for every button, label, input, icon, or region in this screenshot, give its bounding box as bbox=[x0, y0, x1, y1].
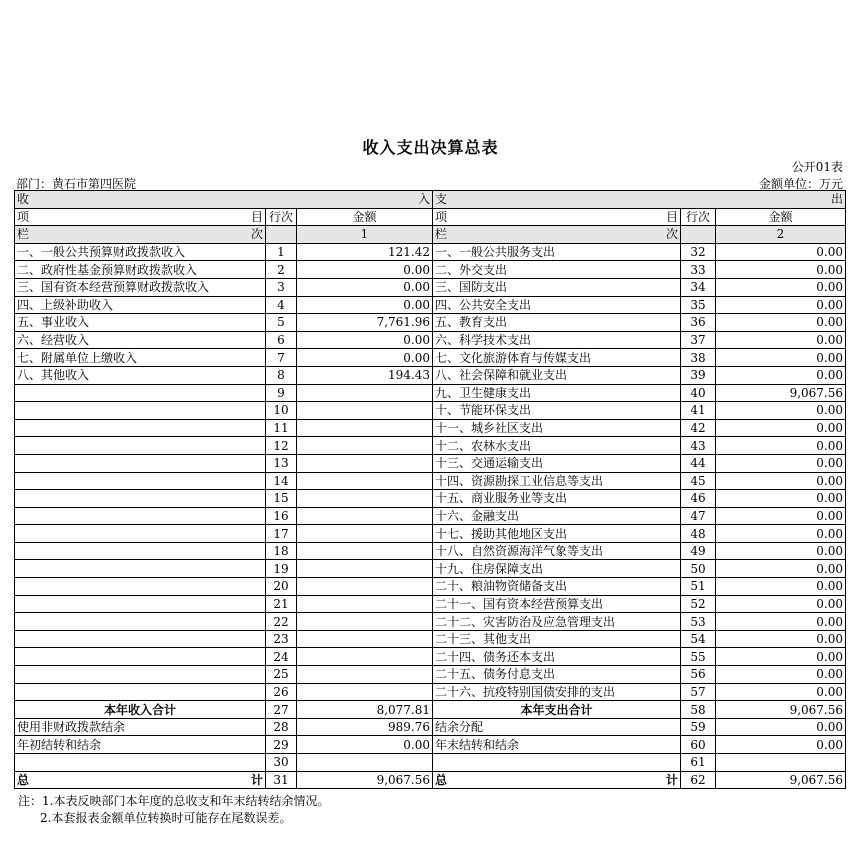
income-item bbox=[15, 384, 266, 402]
expense-amount: 0.00 bbox=[716, 542, 846, 560]
expense-amount: 0.00 bbox=[716, 243, 846, 261]
income-line-no: 18 bbox=[266, 542, 297, 560]
table-row bbox=[15, 736, 846, 754]
expense-line-no: 47 bbox=[681, 507, 716, 525]
expense-item: 二十四、债务还本支出 bbox=[433, 648, 681, 666]
expense-amount: 0.00 bbox=[716, 349, 846, 367]
expense-line-no: 58 bbox=[681, 701, 716, 719]
expense-item: 六、科学技术支出 bbox=[433, 331, 681, 349]
amount-header: 金额 bbox=[716, 208, 846, 226]
income-item: 四、上级补助收入 bbox=[15, 296, 266, 314]
table-row bbox=[15, 754, 846, 772]
income-line-no: 23 bbox=[266, 630, 297, 648]
expense-line-no: 51 bbox=[681, 578, 716, 596]
income-amount: 0.00 bbox=[297, 349, 433, 367]
expense-line-no: 39 bbox=[681, 366, 716, 384]
income-line-no: 6 bbox=[266, 331, 297, 349]
income-line-no: 21 bbox=[266, 595, 297, 613]
expense-item: 八、社会保障和就业支出 bbox=[433, 366, 681, 384]
subtotal-row bbox=[15, 701, 846, 719]
income-amount bbox=[297, 613, 433, 631]
col-index-label: 栏 次 bbox=[15, 226, 266, 244]
income-item: 六、经营收入 bbox=[15, 331, 266, 349]
income-amount: 8,077.81 bbox=[297, 701, 433, 719]
col-index-1: 1 bbox=[297, 226, 433, 244]
expense-item: 十、节能环保支出 bbox=[433, 402, 681, 420]
expense-amount: 0.00 bbox=[716, 472, 846, 490]
note-2: 2.本套报表金额单位转换时可能存在尾数误差。 bbox=[40, 811, 292, 825]
expense-amount: 0.00 bbox=[716, 507, 846, 525]
income-amount bbox=[297, 683, 433, 701]
income-item bbox=[15, 472, 266, 490]
expense-item: 十六、金融支出 bbox=[433, 507, 681, 525]
income-line-no: 29 bbox=[266, 736, 297, 754]
income-item: 使用非财政拨款结余 bbox=[15, 718, 266, 736]
expense-item: 九、卫生健康支出 bbox=[433, 384, 681, 402]
expense-item bbox=[433, 754, 681, 772]
income-item: 八、其他收入 bbox=[15, 366, 266, 384]
expense-amount: 0.00 bbox=[716, 595, 846, 613]
expense-item: 十五、商业服务业等支出 bbox=[433, 490, 681, 508]
expense-amount: 9,067.56 bbox=[716, 701, 846, 719]
income-item bbox=[15, 683, 266, 701]
expense-header: 支 出 bbox=[433, 191, 846, 209]
expense-amount: 0.00 bbox=[716, 648, 846, 666]
income-amount: 0.00 bbox=[297, 296, 433, 314]
expense-line-no: 48 bbox=[681, 525, 716, 543]
table-row bbox=[15, 648, 846, 666]
income-item: 年初结转和结余 bbox=[15, 736, 266, 754]
income-amount: 121.42 bbox=[297, 243, 433, 261]
table-row bbox=[15, 542, 846, 560]
expense-amount: 0.00 bbox=[716, 490, 846, 508]
table-row bbox=[15, 666, 846, 684]
note-1: 注：1.本表反映部门本年度的总收支和年末结转结余情况。 bbox=[18, 794, 330, 808]
income-line-no: 4 bbox=[266, 296, 297, 314]
expense-amount: 0.00 bbox=[716, 331, 846, 349]
table-row bbox=[15, 366, 846, 384]
expense-amount: 0.00 bbox=[716, 402, 846, 420]
income-line-no: 1 bbox=[266, 243, 297, 261]
expense-item: 十三、交通运输支出 bbox=[433, 454, 681, 472]
income-amount: 194.43 bbox=[297, 366, 433, 384]
expense-amount: 0.00 bbox=[716, 560, 846, 578]
expense-line-no: 50 bbox=[681, 560, 716, 578]
table-row bbox=[15, 507, 846, 525]
table-row bbox=[15, 261, 846, 279]
expense-item: 四、公共安全支出 bbox=[433, 296, 681, 314]
expense-amount: 0.00 bbox=[716, 736, 846, 754]
income-amount bbox=[297, 595, 433, 613]
income-line-no: 31 bbox=[266, 771, 297, 789]
income-item bbox=[15, 490, 266, 508]
table-row bbox=[15, 578, 846, 596]
col-index-2: 2 bbox=[716, 226, 846, 244]
income-line-no: 12 bbox=[266, 437, 297, 455]
income-amount: 9,067.56 bbox=[297, 771, 433, 789]
expense-item: 二十二、灾害防治及应急管理支出 bbox=[433, 613, 681, 631]
income-line-no: 13 bbox=[266, 454, 297, 472]
income-item bbox=[15, 419, 266, 437]
expense-amount: 0.00 bbox=[716, 630, 846, 648]
income-line-no: 15 bbox=[266, 490, 297, 508]
expense-item: 二十五、债务付息支出 bbox=[433, 666, 681, 684]
expense-item: 十七、援助其他地区支出 bbox=[433, 525, 681, 543]
expense-item: 年末结转和结余 bbox=[433, 736, 681, 754]
income-line-no: 7 bbox=[266, 349, 297, 367]
income-amount bbox=[297, 560, 433, 578]
table-row bbox=[15, 560, 846, 578]
expense-amount: 0.00 bbox=[716, 718, 846, 736]
col-index-blank bbox=[681, 226, 716, 244]
income-amount bbox=[297, 507, 433, 525]
table-row bbox=[15, 296, 846, 314]
expense-amount: 0.00 bbox=[716, 278, 846, 296]
expense-line-no: 54 bbox=[681, 630, 716, 648]
income-item: 五、事业收入 bbox=[15, 314, 266, 332]
department-label: 部门：黄石市第四医院 bbox=[16, 177, 137, 191]
expense-item: 二、外交支出 bbox=[433, 261, 681, 279]
expense-amount: 9,067.56 bbox=[716, 771, 846, 789]
table-row bbox=[15, 613, 846, 631]
income-amount bbox=[297, 666, 433, 684]
expense-line-no: 49 bbox=[681, 542, 716, 560]
line-no-header: 行次 bbox=[681, 208, 716, 226]
expense-line-no: 55 bbox=[681, 648, 716, 666]
expense-line-no: 57 bbox=[681, 683, 716, 701]
item-header: 项 目 bbox=[15, 208, 266, 226]
income-line-no: 20 bbox=[266, 578, 297, 596]
income-line-no: 2 bbox=[266, 261, 297, 279]
expense-item: 二十六、抗疫特别国债安排的支出 bbox=[433, 683, 681, 701]
expense-line-no: 37 bbox=[681, 331, 716, 349]
income-line-no: 28 bbox=[266, 718, 297, 736]
income-amount bbox=[297, 472, 433, 490]
income-line-no: 24 bbox=[266, 648, 297, 666]
expense-line-no: 59 bbox=[681, 718, 716, 736]
income-amount: 0.00 bbox=[297, 278, 433, 296]
expense-line-no: 60 bbox=[681, 736, 716, 754]
expense-line-no: 56 bbox=[681, 666, 716, 684]
expense-amount: 0.00 bbox=[716, 314, 846, 332]
income-amount bbox=[297, 419, 433, 437]
expense-item: 三、国防支出 bbox=[433, 278, 681, 296]
income-item: 三、国有资本经营预算财政拨款收入 bbox=[15, 278, 266, 296]
expense-item: 十八、自然资源海洋气象等支出 bbox=[433, 542, 681, 560]
col-index-label: 栏 次 bbox=[433, 226, 681, 244]
income-line-no: 11 bbox=[266, 419, 297, 437]
income-item bbox=[15, 542, 266, 560]
expense-total-label: 总 计 bbox=[433, 771, 681, 789]
income-expense-table bbox=[14, 190, 846, 789]
expense-item: 五、教育支出 bbox=[433, 314, 681, 332]
expense-amount: 0.00 bbox=[716, 366, 846, 384]
expense-item: 二十、粮油物资储备支出 bbox=[433, 578, 681, 596]
income-item bbox=[15, 454, 266, 472]
income-item: 二、政府性基金预算财政拨款收入 bbox=[15, 261, 266, 279]
form-code: 公开01表 bbox=[791, 160, 843, 174]
income-amount bbox=[297, 630, 433, 648]
income-item bbox=[15, 613, 266, 631]
expense-line-no: 42 bbox=[681, 419, 716, 437]
income-item bbox=[15, 437, 266, 455]
table-row bbox=[15, 419, 846, 437]
income-amount bbox=[297, 525, 433, 543]
expense-amount: 9,067.56 bbox=[716, 384, 846, 402]
income-item bbox=[15, 507, 266, 525]
income-item bbox=[15, 666, 266, 684]
line-no-header: 行次 bbox=[266, 208, 297, 226]
income-item: 一、一般公共预算财政拨款收入 bbox=[15, 243, 266, 261]
expense-amount: 0.00 bbox=[716, 419, 846, 437]
expense-item: 一、一般公共服务支出 bbox=[433, 243, 681, 261]
table-row bbox=[15, 349, 846, 367]
table-row bbox=[15, 384, 846, 402]
expense-item: 七、文化旅游体育与传媒支出 bbox=[433, 349, 681, 367]
income-amount bbox=[297, 402, 433, 420]
income-line-no: 27 bbox=[266, 701, 297, 719]
expense-line-no: 44 bbox=[681, 454, 716, 472]
item-header: 项 目 bbox=[433, 208, 681, 226]
expense-line-no: 32 bbox=[681, 243, 716, 261]
income-header: 收 入 bbox=[15, 191, 433, 209]
table-row bbox=[15, 243, 846, 261]
income-item bbox=[15, 648, 266, 666]
expense-amount: 0.00 bbox=[716, 578, 846, 596]
expense-amount: 0.00 bbox=[716, 296, 846, 314]
expense-line-no: 45 bbox=[681, 472, 716, 490]
income-line-no: 25 bbox=[266, 666, 297, 684]
income-line-no: 9 bbox=[266, 384, 297, 402]
expense-item: 十四、资源勘探工业信息等支出 bbox=[433, 472, 681, 490]
income-amount bbox=[297, 648, 433, 666]
income-item bbox=[15, 402, 266, 420]
income-item bbox=[15, 595, 266, 613]
expense-amount: 0.00 bbox=[716, 613, 846, 631]
expense-amount: 0.00 bbox=[716, 683, 846, 701]
table-row bbox=[15, 683, 846, 701]
expense-amount bbox=[716, 754, 846, 772]
footnotes bbox=[18, 793, 329, 827]
page-title: 收入支出决算总表 bbox=[362, 138, 499, 157]
income-line-no: 10 bbox=[266, 402, 297, 420]
total-row bbox=[15, 771, 846, 789]
expense-item: 十二、农林水支出 bbox=[433, 437, 681, 455]
header-row-columns bbox=[15, 208, 846, 226]
expense-line-no: 52 bbox=[681, 595, 716, 613]
income-item bbox=[15, 578, 266, 596]
income-amount bbox=[297, 437, 433, 455]
income-amount: 0.00 bbox=[297, 331, 433, 349]
expense-amount: 0.00 bbox=[716, 525, 846, 543]
income-amount: 0.00 bbox=[297, 261, 433, 279]
income-line-no: 22 bbox=[266, 613, 297, 631]
income-amount bbox=[297, 490, 433, 508]
expense-item: 十九、住房保障支出 bbox=[433, 560, 681, 578]
expense-item: 二十一、国有资本经营预算支出 bbox=[433, 595, 681, 613]
income-item: 本年收入合计 bbox=[15, 701, 266, 719]
expense-item: 十一、城乡社区支出 bbox=[433, 419, 681, 437]
income-line-no: 5 bbox=[266, 314, 297, 332]
expense-line-no: 46 bbox=[681, 490, 716, 508]
amount-header: 金额 bbox=[297, 208, 433, 226]
table-row bbox=[15, 718, 846, 736]
header-row-income-expense bbox=[15, 191, 846, 209]
table-row bbox=[15, 472, 846, 490]
expense-line-no: 62 bbox=[681, 771, 716, 789]
table-row bbox=[15, 402, 846, 420]
income-item: 七、附属单位上缴收入 bbox=[15, 349, 266, 367]
income-line-no: 3 bbox=[266, 278, 297, 296]
table-row bbox=[15, 278, 846, 296]
expense-amount: 0.00 bbox=[716, 261, 846, 279]
expense-line-no: 53 bbox=[681, 613, 716, 631]
income-amount bbox=[297, 542, 433, 560]
expense-item: 本年支出合计 bbox=[433, 701, 681, 719]
expense-line-no: 41 bbox=[681, 402, 716, 420]
table-row bbox=[15, 525, 846, 543]
expense-line-no: 40 bbox=[681, 384, 716, 402]
expense-amount: 0.00 bbox=[716, 437, 846, 455]
expense-line-no: 38 bbox=[681, 349, 716, 367]
income-line-no: 16 bbox=[266, 507, 297, 525]
income-amount bbox=[297, 454, 433, 472]
table-row bbox=[15, 454, 846, 472]
amount-unit-label: 金额单位：万元 bbox=[758, 177, 843, 191]
expense-item: 结余分配 bbox=[433, 718, 681, 736]
table-row bbox=[15, 437, 846, 455]
income-line-no: 14 bbox=[266, 472, 297, 490]
income-line-no: 8 bbox=[266, 366, 297, 384]
income-amount: 7,761.96 bbox=[297, 314, 433, 332]
income-amount bbox=[297, 384, 433, 402]
header-row-col-index bbox=[15, 226, 846, 244]
income-line-no: 17 bbox=[266, 525, 297, 543]
expense-line-no: 34 bbox=[681, 278, 716, 296]
expense-line-no: 35 bbox=[681, 296, 716, 314]
income-line-no: 30 bbox=[266, 754, 297, 772]
expense-amount: 0.00 bbox=[716, 666, 846, 684]
table-row bbox=[15, 630, 846, 648]
expense-item: 二十三、其他支出 bbox=[433, 630, 681, 648]
income-amount: 0.00 bbox=[297, 736, 433, 754]
expense-line-no: 43 bbox=[681, 437, 716, 455]
income-item bbox=[15, 525, 266, 543]
expense-amount: 0.00 bbox=[716, 454, 846, 472]
table-row bbox=[15, 331, 846, 349]
income-item bbox=[15, 754, 266, 772]
income-total-label: 总 计 bbox=[15, 771, 266, 789]
table-row bbox=[15, 490, 846, 508]
expense-line-no: 33 bbox=[681, 261, 716, 279]
income-item bbox=[15, 560, 266, 578]
expense-line-no: 61 bbox=[681, 754, 716, 772]
income-amount: 989.76 bbox=[297, 718, 433, 736]
income-item bbox=[15, 630, 266, 648]
income-amount bbox=[297, 754, 433, 772]
income-amount bbox=[297, 578, 433, 596]
table-row bbox=[15, 314, 846, 332]
table-row bbox=[15, 595, 846, 613]
expense-line-no: 36 bbox=[681, 314, 716, 332]
income-line-no: 19 bbox=[266, 560, 297, 578]
income-line-no: 26 bbox=[266, 683, 297, 701]
col-index-blank bbox=[266, 226, 297, 244]
